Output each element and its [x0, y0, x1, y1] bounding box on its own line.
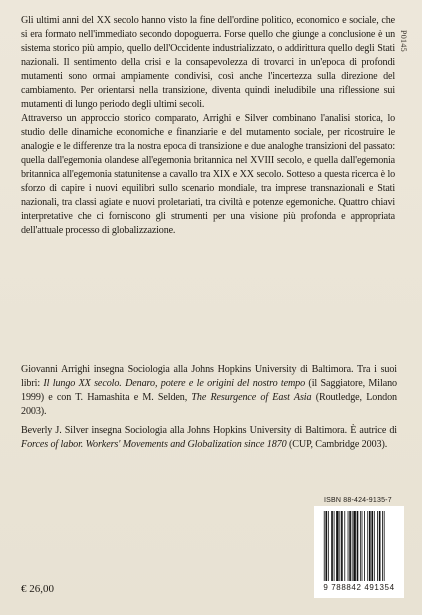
barcode-bar: [325, 511, 327, 581]
bio-text: (Routledge, London 2003).: [21, 392, 397, 417]
barcode-bar: [324, 511, 325, 581]
price: € 26,00: [21, 583, 54, 595]
barcode-icon: [323, 511, 401, 581]
barcode-bar: [336, 511, 338, 581]
barcode-bar: [357, 511, 359, 581]
barcode-bar: [384, 511, 385, 581]
bio-text: Beverly J. Silver insegna Sociologia alla Johns Hopkins University di Baltimora. È autrice di: [21, 425, 397, 436]
back-cover-blurb: Gli ultimi anni del XX secolo hanno visto la fine dell'ordine politico, economico e sociale, che si era formato nell'immediato secondo dopoguerra. Forse quello che giunge a conclusione è un sistema storico più ampio, quello dell'Occidente industrializzato, o addirittura quello degli Stati nazionali. Il sentimento della crisi e la consapevolezza di trovarci in un'epoca di profondi mutamenti sono ormai ampiamente condivisi, così anche l'incertezza sulla direzione del cambiamento. Per orientarsi nella transizione, diventa quindi ineludibile una riflessione sui mutamenti di lungo periodo degli ultimi secoli. Attraverso un approccio storico comparato, Arrighi e Silver combinano l'analisi storica, lo studio delle dinamiche economiche e finanziarie e del mutamento sociale, per ricostruire le analogie e le differenze tra la nostra epoca di transizione e due analoghe transizioni del passato: quella dall'egemonia olandese all'egemonia britannica nel XVIII secolo, e quella dall'egemonia britannica all'egemonia statunitense a cavallo tra XIX e XX secolo. Sotteso a questa ricerca è lo sforzo di capire i nuovi equilibri sullo scenario mondiale, tra imprese transnazionali e Stati nazionali, tra classi agiate e nuovi proletariati, tra civiltà e potenze egemoniche. Quattro chiavi interpretative che ci forniscono gli strumenti per una visione più profonda e appropriata dell'attuale processo di globalizzazione.: [21, 15, 395, 236]
barcode-bar: [374, 511, 375, 581]
barcode-bar: [367, 511, 368, 581]
book-title: Il lungo XX secolo. Denaro, potere e le origini del nostro tempo: [43, 378, 306, 389]
barcode-bar: [369, 511, 371, 581]
book-title: Forces of labor. Workers' Movements and Globalization since 1870: [21, 439, 287, 450]
author-bio-arrighi: [21, 363, 397, 419]
barcode-bar: [331, 511, 333, 581]
barcode-bar: [382, 511, 383, 581]
barcode-digits: 9 788842 491354: [323, 583, 395, 592]
barcode-bar: [377, 511, 378, 581]
barcode-bar: [360, 511, 361, 581]
barcode-bar: [344, 511, 345, 581]
barcode-bar: [341, 511, 343, 581]
isbn-label: ISBN 88-424-9135-7: [324, 497, 392, 504]
book-title: The Resurgence of East Asia: [191, 392, 312, 403]
bio-text: (il Saggiatore, Milano 1999) e con T. Hamashita e M. Selden,: [21, 378, 397, 403]
barcode-bar: [339, 511, 340, 581]
barcode-bar: [362, 511, 363, 581]
barcode-bar: [353, 511, 355, 581]
barcode-bar: [364, 511, 365, 581]
author-bio-silver: [21, 424, 397, 452]
bio-text: (CUP, Cambridge 2003).: [286, 439, 388, 450]
barcode-bar: [349, 511, 351, 581]
barcode-bar: [352, 511, 353, 581]
barcode-bar: [371, 511, 373, 581]
side-code: P0145: [399, 30, 408, 52]
barcode-bar: [334, 511, 335, 581]
bio-text: Giovanni Arrighi insegna Sociologia alla Johns Hopkins University di Baltimora. Tra i suoi libri:: [21, 364, 397, 389]
barcode-bar: [328, 511, 329, 581]
barcode-bar: [379, 511, 381, 581]
barcode-bar: [348, 511, 349, 581]
